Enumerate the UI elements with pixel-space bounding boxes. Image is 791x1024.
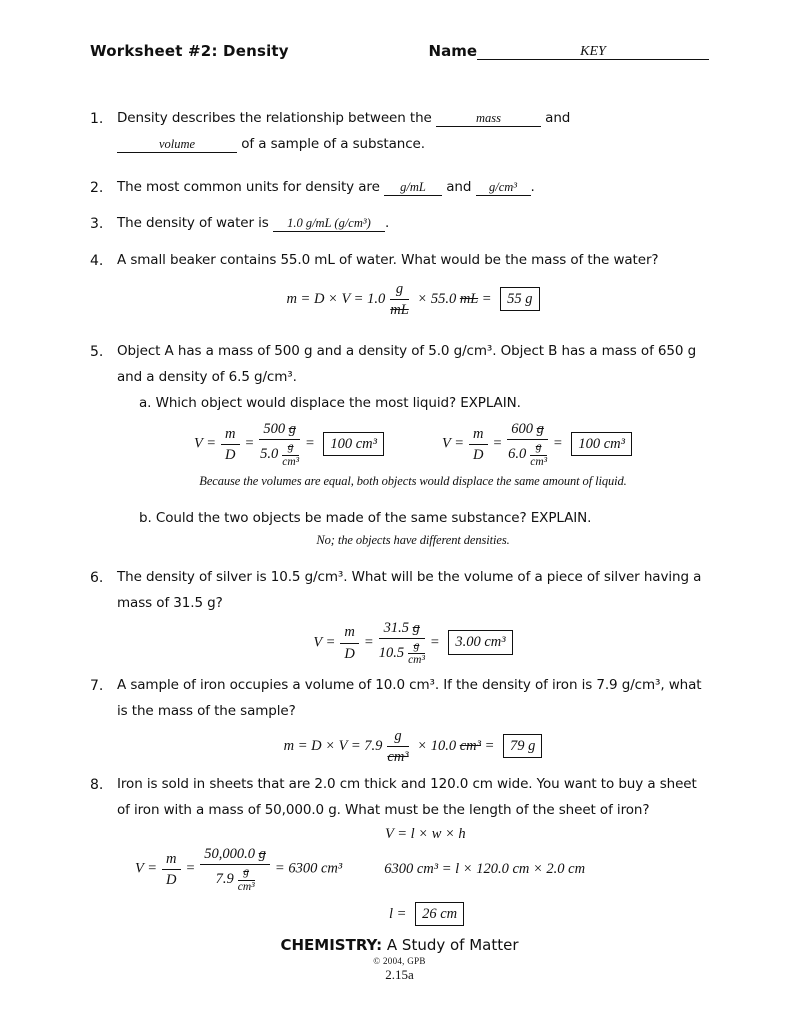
copyright: © 2004, GPB <box>373 955 426 966</box>
question-7 <box>90 673 709 766</box>
worksheet-title: Worksheet #2: Density <box>90 42 289 60</box>
question-7-number: 7. <box>90 678 104 695</box>
unit-fraction-g-per-cm3: $\frac{g}{\text{cm³}}$ <box>530 441 548 468</box>
question-2-number: 2. <box>90 180 104 197</box>
eq7-frac-num: g <box>387 727 408 747</box>
question-2-conj: and <box>446 179 472 196</box>
footer <box>90 936 709 983</box>
eq4-cancelled-unit: mL <box>459 291 479 308</box>
eq7-lead: m = D × V = 7.9 <box>283 737 383 754</box>
eq8-length-lead: l = <box>389 905 407 922</box>
eq8-lead: V = <box>135 860 158 877</box>
answer-blank-volume: volume <box>117 137 237 153</box>
eq4-frac-num: g <box>390 280 409 300</box>
question-5-text: Object A has a mass of 500 g and a density of 5.0 g/cm³. Object B has a mass of 650 g and a density of 6.5 g/cm³. <box>117 343 697 385</box>
question-6 <box>90 565 709 667</box>
question-3 <box>90 211 709 238</box>
work-5a-object-b <box>442 420 632 469</box>
question-2 <box>90 175 709 202</box>
name-value: KEY <box>580 44 606 59</box>
name-label: Name <box>428 42 477 60</box>
eq5a-eq2: = <box>304 435 315 452</box>
answer-blank-mass: mass <box>436 111 541 127</box>
question-7-work <box>117 727 709 766</box>
fraction-50000g-over-density: 50,000.0 g 7.9 $\frac{g}{\text{cm³}}$ <box>200 845 270 894</box>
question-5a-work <box>117 420 709 469</box>
series-title-bold: CHEMISTRY: <box>280 935 383 954</box>
question-6-work <box>117 619 709 668</box>
boxed-answer-79g: 79 g <box>503 734 542 758</box>
question-5-number: 5. <box>90 344 104 361</box>
question-2-text: The most common units for density are <box>117 179 380 196</box>
question-5b-text: Could the two objects be made of the same substance? EXPLAIN. <box>155 510 592 527</box>
eq6-eq1: = <box>363 634 374 651</box>
boxed-answer-100cm3-a: 100 cm³ <box>323 432 384 456</box>
answer-blank-water-density: 1.0 g/mL (g/cm³) <box>273 216 385 232</box>
fraction-m-over-d: $\frac{m}{D}$ <box>340 623 358 662</box>
eq4-lead: m = D × V = 1.0 <box>286 291 386 308</box>
boxed-answer-55g: 55 g <box>500 287 539 311</box>
question-8 <box>90 772 709 926</box>
question-5b <box>139 506 709 532</box>
eq7-equals: = <box>484 737 495 754</box>
eq5a-lead: V = <box>194 435 217 452</box>
question-1 <box>90 106 709 157</box>
question-8-work <box>135 845 709 894</box>
page-code: 2.15a <box>385 966 414 982</box>
answer-blank-gcm3: g/cm³ <box>476 180 531 196</box>
boxed-answer-3cm3: 3.00 cm³ <box>448 630 512 654</box>
question-5a <box>139 391 709 417</box>
eq8-result: 6300 cm³ <box>288 860 343 877</box>
fraction-500g-over-density: 500 g 5.0 $\frac{g}{\text{cm³}}$ <box>260 421 300 468</box>
unit-fraction-g-per-cm3: $\frac{g}{\text{cm³}}$ <box>282 441 300 468</box>
work-8-volume-calc <box>135 845 342 894</box>
eq4-frac-den-cancelled: mL <box>390 302 409 319</box>
header <box>90 42 709 60</box>
question-3-text: The density of water is <box>117 214 269 231</box>
eq5b-lead: V = <box>442 435 465 452</box>
series-title <box>90 936 709 954</box>
question-5 <box>90 339 709 549</box>
eq5a-eq1: = <box>244 435 255 452</box>
question-3-period: . <box>384 214 390 231</box>
eq5b-eq2: = <box>552 435 563 452</box>
eq7-times: × 10.0 <box>417 737 457 754</box>
question-7-text: A sample of iron occupies a volume of 10.0 cm³. If the density of iron is 7.9 g/cm³, what is the mass of the sample? <box>117 677 702 719</box>
work-5a-object-a <box>194 420 384 469</box>
question-8-text: Iron is sold in sheets that are 2.0 cm thick and 120.0 cm wide. You want to buy a sheet of iron with a mass of 50,000.0 g. What must be the length of the sheet of iron? <box>117 775 697 818</box>
fraction-m-over-d: $\frac{m}{D}$ <box>469 425 487 464</box>
question-4-text: A small beaker contains 55.0 mL of water. What would be the mass of the water? <box>117 252 659 269</box>
question-5a-label: a. <box>139 394 152 411</box>
unit-fraction-g-per-cm3: $\frac{g}{\text{cm³}}$ <box>237 866 255 893</box>
eq4-equals: = <box>481 291 492 308</box>
question-8-volume-formula: V = l × w × h <box>385 826 466 843</box>
name-area <box>429 42 709 60</box>
question-5b-explanation: No; the objects have different densities. <box>316 532 510 547</box>
fraction-31-5g-over-density: 31.5 g 10.5 $\frac{g}{\text{cm³}}$ <box>378 619 425 667</box>
boxed-answer-100cm3-b: 100 cm³ <box>571 432 632 456</box>
fraction-m-over-d: $\frac{m}{D}$ <box>221 425 239 464</box>
question-1-text: Density describes the relationship between the <box>117 110 432 126</box>
eq8-eq2: = <box>274 860 285 877</box>
cancelled-g: g <box>288 421 296 438</box>
question-6-number: 6. <box>90 570 104 587</box>
question-5a-explanation: Because the volumes are equal, both objects would displace the same amount of liquid. <box>199 473 627 488</box>
eq6-lead: V = <box>313 634 336 651</box>
series-title-rest: A Study of Matter <box>386 935 519 954</box>
eq8-eq1: = <box>185 860 196 877</box>
cancelled-g: g <box>412 619 420 636</box>
eq7-cancelled-unit: cm³ <box>459 737 481 754</box>
cancelled-g: g <box>258 846 266 863</box>
fraction-600g-over-density: 600 g 6.0 $\frac{g}{\text{cm³}}$ <box>508 421 548 468</box>
answer-blank-gml: g/mL <box>384 180 442 196</box>
question-8-solve-line: 6300 cm³ = l × 120.0 cm × 2.0 cm <box>384 861 586 878</box>
eq5b-eq1: = <box>492 435 503 452</box>
unit-fraction-g-per-cm3: $\frac{g}{\text{cm³}}$ <box>408 639 425 667</box>
eq4-times: × 55.0 <box>417 291 457 308</box>
fraction-g-per-ml <box>390 280 409 319</box>
question-1-text-after: of a sample of a substance. <box>241 135 425 152</box>
question-4-number: 4. <box>90 253 104 270</box>
eq6-eq2: = <box>429 634 440 651</box>
question-6-text: The density of silver is 10.5 g/cm³. What will be the volume of a piece of silver having a mass of 31.5 g? <box>117 569 702 612</box>
question-8-number: 8. <box>90 776 104 793</box>
eq7-frac-den-cancelled: cm³ <box>387 748 409 765</box>
question-1-line-1 <box>117 106 709 132</box>
question-1-line-2 <box>117 132 709 158</box>
fraction-g-per-cm3 <box>387 727 408 766</box>
cancelled-g: g <box>536 421 544 438</box>
question-4-work <box>117 280 709 319</box>
question-1-conj: and <box>545 110 571 126</box>
question-1-number: 1. <box>90 111 104 127</box>
question-4 <box>90 248 709 319</box>
question-8-length-answer <box>389 902 709 926</box>
fraction-m-over-d: $\frac{m}{D}$ <box>162 850 180 889</box>
question-3-number: 3. <box>90 215 104 232</box>
boxed-answer-26cm: 26 cm <box>415 902 464 926</box>
question-5b-label: b. <box>139 510 152 527</box>
question-2-period: . <box>530 179 535 196</box>
question-5a-text: Which object would displace the most liquid? EXPLAIN. <box>155 394 521 411</box>
name-blank <box>477 43 709 60</box>
